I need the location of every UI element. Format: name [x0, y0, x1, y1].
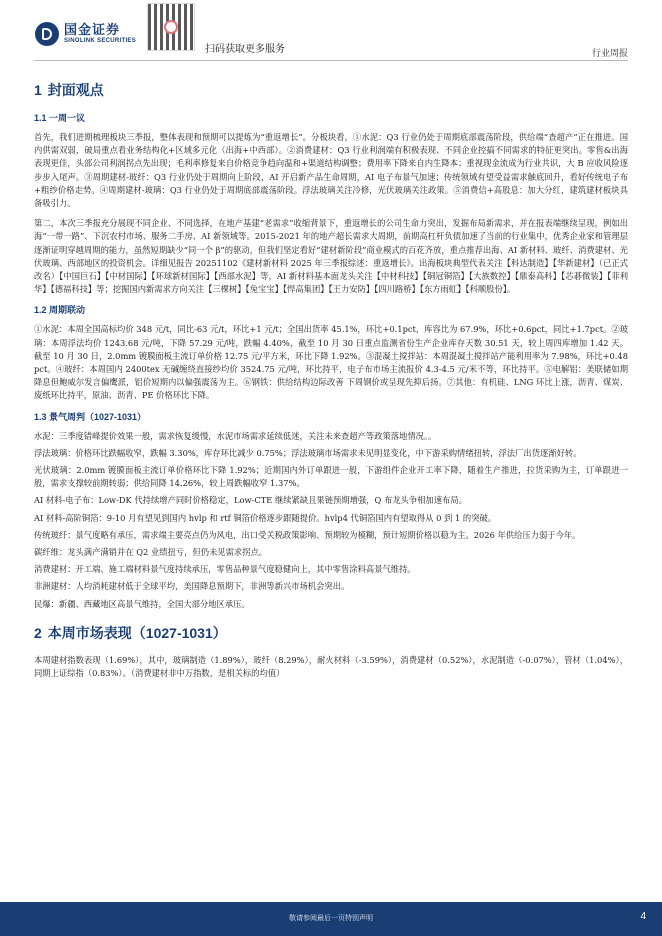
paragraph: 第二，本次三季报充分展现不同企业、不同选择，在地产基建“老需求”收缩背景下，重返增长的公司生命力突出，发掘布局新需求，并在报表端继续呈现，例如出海“一带一路”、下沉农村市场、服务二手房、AI 新领域等。2015-2021 年的地产超长需求大周期，前期高杠杆负债加速了当前的行业集中，优秀企业家和管理层逐渐证明穿越周期的能力，虽然短期缺少“同一个 β”的驱动，但我们坚定看好“建材新阶段”商业模式的百花齐放，重点推荐出海、AI 新材料、玻纤、消费建材、光伏玻璃、西部地区的投资机会。详细见报告 20251102《建材新材料 2025 年三季报综述：重返增长》。出海板块典型代表关注【科达制造】【华新建材】（已正式改名）【中国巨石】【中材国际】【环球新材国际】【西部水泥】等，AI 新材料基本面龙头关注【中材科技】【铜冠铜箔】【大族数控】【鼎泰高科】【芯碁微装】【菲利华】【德福科技】等；挖掘国内新需求方向关注【三棵树】【兔宝宝】【悍高集团】【王力安防】【四川路桥】【东方雨虹】【科顺股份】。 — [34, 218, 628, 295]
page-footer — [0, 902, 662, 936]
company-logo — [35, 22, 136, 46]
paragraph: 非洲建材：人均消耗建材低于全球平均，美国降息预期下，非洲等新兴市场机会突出。 — [34, 581, 350, 592]
section-number: 1 — [34, 82, 42, 98]
paragraph: 民爆：新疆、西藏地区高景气维持，全国大部分地区承压。 — [34, 598, 250, 609]
header-divider — [34, 60, 628, 61]
paragraph: AI 材料-电子布：Low-DK 代持续增产同时价格稳定，Low-CTE 继续紧缺且果链预期增强，Q 布龙头争相加速布局。 — [34, 495, 467, 506]
section-heading-1 — [34, 80, 628, 98]
logo-cn-text: 国金证券 — [64, 22, 121, 37]
page-header — [0, 0, 662, 64]
paragraph: 传统玻纤：景气度略有承压，需求端主要亮点仍为风电，出口受关税政策影响、预期较为模糊，预计短期价格以稳为主。2026 年供给压力弱于今年。 — [34, 529, 581, 540]
report-type: 行业周报 — [591, 48, 628, 58]
paragraph: ①水泥：本周全国高标均价 348 元/t，同比-63 元/t，环比+1 元/t；全国出货率 45.1%，环比+0.1pct，库容比为 67.9%，环比+0.6pct，同比+1.7pct。②玻璃：本周浮法均价 1243.68 元/吨，下降 57.29 元/吨，跌幅 4.40%，截至 10 月 30 日重点监测省份生产企业库存天数 30.51 天，较上周四库增加 1.42 天。截至 10 月 30 日，2.0mm 镀膜面板主流订单价格 12.75 元/平方米，环比下降 1.92%。③混凝土搅拌站：本周混凝土搅拌站产能利用率为 7.98%，环比+0.48pct。④玻纤：本周国内 2400tex 无碱缠绕直接纱均价 3524.75 元/吨，环比持平，电子布市场主流报价 4.3-4.5 元/米不等，环比持平。⑤电解铝：美联储如期降息但鲍威尔发言偏鹰派，铝价短期内以偏强震荡为主。⑥钢铁：供给结构边际改善 下周钢价或呈现先抑后扬。⑦其他：有机硅、LNG 环比上涨，沥青、煤炭、废纸环比持平，原油、沥青、PE 价格环比下降。 — [34, 324, 628, 401]
page-number: 4 — [640, 911, 646, 922]
paragraph: 消费建材：开工端、施工端材料景气度持续承压，零售品种景气度稳健向上，其中零售涂料高景气维持。 — [34, 564, 416, 575]
subsection-heading-1-1: 1.1 一周一议 — [34, 113, 86, 123]
logo-en-text: SINOLINK SECURITIES — [64, 38, 137, 44]
logo-icon — [35, 22, 59, 46]
section-heading-2 — [34, 623, 628, 641]
paragraph: 碳纤维：龙头满产满销并在 Q2 业绩扭亏，但仍未见需求拐点。 — [34, 547, 268, 558]
paragraph: 本周建材指数表现（1.69%），其中，玻璃制造（1.89%），玻纤（8.29%），耐火材料（-3.59%），消费建材（0.52%），水泥制造（-0.07%），管材（1.04%），同期上证综指（0.83%）。（消费建材非中万指数，是相关标的均值） — [34, 654, 628, 679]
paragraph: 首先，我们进期梳理板块三季报，整体表现和预期可以提炼为“重返增长”。分板块看，①水泥：Q3 行业仍处于周期底部震荡阶段，供给端“查超产”正在推进。国内供需双弱，破局重点看业务结构化+区域多元化（出海+中西部）。②消费建材：Q3 行业利润端有积极表现、不同企业控搞不同需求的特征更突出。零售&出海表现更佳，头部公司利润拐点先出现；毛利率修复来自价格竞争趋向温和+渠道结构调整；费用率下降来自内生降本；重视现金流成为行业共识，大 B 应收风险逐步步入尾声。③周期建材-玻纤：Q3 行业仍处于周期向上阶段，AI 开启新产品生命周期，AI 电子布景气加速；传统领域有望受益需求触底回升，看好传统电子布+粗纱价格走势。④周期建材-玻璃：Q3 行业仍处于周期底部震荡阶段。浮法玻璃关注冷修，光伏玻璃关注政策。⑤消费信+高股息：加大分红，建筑建材板块具备吸引力。 — [34, 132, 628, 209]
section-number: 2 — [34, 624, 42, 641]
section-title: 封面观点 — [47, 82, 104, 98]
scan-prompt: 扫码获取更多服务 — [205, 44, 285, 55]
subsection-heading-1-3: 1.3 景气周判（1027-1031） — [34, 411, 147, 422]
paragraph: AI 材料-高阶铜箔：9-10 月有望见到国内 hvlp 和 rtf 铜箔价格逐步跟随提价。hvlp4 代铜箔国内有望取得从 0 到 1 的突破。 — [34, 512, 497, 523]
main-content — [34, 80, 628, 687]
qr-code-icon — [147, 3, 195, 51]
section-title: 本周市场表现（1027-1031） — [47, 624, 227, 641]
paragraph: 光伏玻璃：2.0mm 镀膜面板主流订单价格环比下降 1.92%；近期国内外订单跟进一般，下游组件企业开工率下降，随着生产推进，拉货采购为主，订单跟进一般，需求支撑较前期转弱；供给同降 14.26%，较上周跌幅收窄 1.37%。 — [34, 465, 628, 489]
paragraph: 水泥：三季度错峰提价效果一般，需求恢复缓慢，水泥市场需求延续低迷，关注未来查超产等政策落地情况。。 — [34, 430, 437, 441]
footer-disclaimer: 敬请参阅最后一页特别声明 — [289, 915, 373, 922]
subsection-heading-1-2: 1.2 周期联动 — [34, 305, 86, 316]
paragraph: 浮法玻璃：价格环比跌幅收窄，跌幅 3.30%，库存环比减少 0.75%；浮法玻璃市场需求未见明显变化，中下游采购情绪扭转，浮法厂出货逐渐好转。 — [34, 447, 582, 458]
